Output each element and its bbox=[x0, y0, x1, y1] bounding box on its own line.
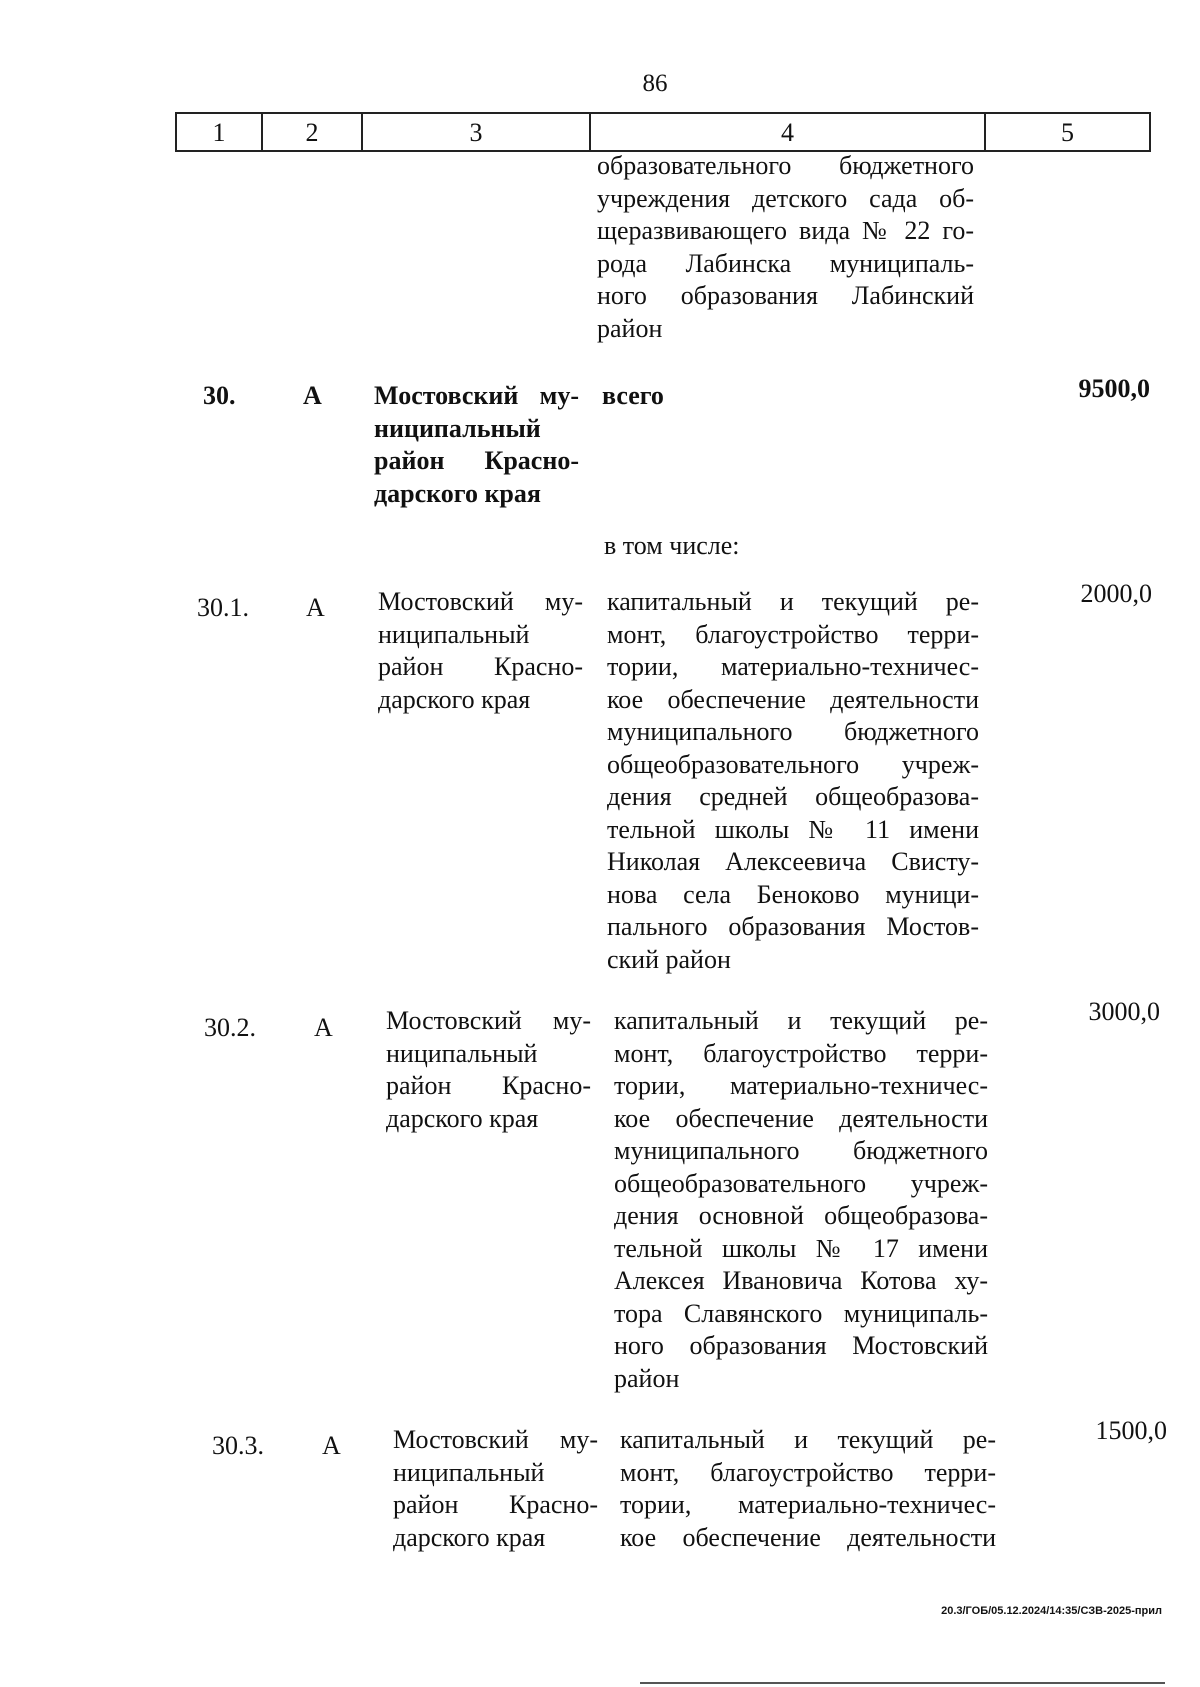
scan-edge-line bbox=[640, 1682, 1165, 1684]
text-line: тории, материально-техничес- bbox=[614, 1071, 988, 1100]
header-col-2: 2 bbox=[261, 112, 361, 152]
continuation-text bbox=[597, 150, 974, 345]
document-footer-code: 20.3/ГОБ/05.12.2024/14:35/СЗВ-2025-прил bbox=[941, 1605, 1162, 1617]
text-line: кое обеспечение деятельности bbox=[607, 684, 979, 714]
text-line: муниципального бюджетного bbox=[614, 1136, 988, 1165]
row-amount: 2000,0 bbox=[1080, 579, 1152, 608]
text-line: ниципальный bbox=[378, 619, 530, 649]
text-line: район Красно- bbox=[374, 446, 579, 475]
text-line: образовательного бюджетного bbox=[597, 151, 974, 180]
text-line: дарского края bbox=[386, 1103, 539, 1133]
text-line: общеобразовательного учреж- bbox=[614, 1168, 988, 1198]
row-30-name bbox=[374, 380, 579, 510]
text-line: ного образования Мостовский bbox=[614, 1331, 988, 1360]
text-line: Мостовский му- bbox=[393, 1425, 598, 1454]
text-line: кое обеспечение деятельности bbox=[614, 1103, 988, 1133]
row-number: 30.3. bbox=[212, 1431, 264, 1460]
text-line: Мостовский му- bbox=[386, 1006, 591, 1035]
text-line: муниципального бюджетного bbox=[607, 717, 979, 746]
text-line: ниципальный bbox=[386, 1038, 538, 1068]
row-description bbox=[607, 586, 979, 976]
text-line: дарского края bbox=[393, 1522, 546, 1552]
text-line: капитальный и текущий ре- bbox=[614, 1006, 988, 1035]
text-line: тельной школы № 11 имени bbox=[607, 814, 979, 844]
text-line: район Красно- bbox=[378, 652, 583, 681]
text-line: тора Славянского муниципаль- bbox=[614, 1298, 988, 1328]
text-line: ниципальный bbox=[393, 1457, 545, 1487]
text-line: район bbox=[614, 1363, 680, 1393]
row-amount: 3000,0 bbox=[1088, 997, 1160, 1026]
text-line: Мостовский му- bbox=[378, 587, 583, 616]
row-amount: 1500,0 bbox=[1095, 1416, 1167, 1445]
text-line: Мостовский му- bbox=[374, 381, 579, 410]
row-30-description: всего bbox=[602, 381, 664, 410]
header-col-5: 5 bbox=[984, 112, 1151, 152]
text-line: капитальный и текущий ре- bbox=[607, 587, 979, 616]
text-line: монт, благоустройство терри- bbox=[614, 1038, 988, 1068]
text-line: ного образования Лабинский bbox=[597, 281, 974, 310]
text-line: монт, благоустройство терри- bbox=[607, 619, 979, 649]
text-line: ниципальный bbox=[374, 413, 541, 443]
row-30-amount: 9500,0 bbox=[1078, 374, 1150, 403]
row-description bbox=[620, 1424, 996, 1554]
text-line: дения средней общеобразова- bbox=[607, 782, 979, 811]
header-col-3: 3 bbox=[361, 112, 589, 152]
row-30-number: 30. bbox=[203, 381, 236, 410]
text-line: рода Лабинска муниципаль- bbox=[597, 248, 974, 278]
row-name bbox=[393, 1424, 598, 1554]
text-line: капитальный и текущий ре- bbox=[620, 1425, 996, 1454]
text-line: тории, материально-техничес- bbox=[607, 652, 979, 681]
text-line: тельной школы № 17 имени bbox=[614, 1233, 988, 1263]
text-line: ский район bbox=[607, 944, 731, 974]
text-line: учреждения детского сада об- bbox=[597, 183, 974, 213]
text-line: пального образования Мостов- bbox=[607, 912, 979, 941]
row-letter: А bbox=[322, 1431, 341, 1460]
table-header bbox=[175, 112, 1151, 152]
page-number: 86 bbox=[642, 70, 668, 97]
text-line: район Красно- bbox=[393, 1490, 598, 1519]
row-letter: А bbox=[306, 593, 325, 622]
text-line: дения основной общеобразова- bbox=[614, 1201, 988, 1230]
text-line: район Красно- bbox=[386, 1071, 591, 1100]
text-line: Николая Алексеевича Свисту- bbox=[607, 847, 979, 876]
row-number: 30.1. bbox=[197, 593, 249, 622]
header-col-4: 4 bbox=[589, 112, 984, 152]
row-30-letter: А bbox=[303, 381, 322, 410]
text-line: Алексея Ивановича Котова ху- bbox=[614, 1266, 988, 1295]
row-name bbox=[378, 586, 583, 716]
text-line: район bbox=[597, 313, 663, 343]
text-line: нова села Беноково муници- bbox=[607, 879, 979, 909]
row-number: 30.2. bbox=[204, 1013, 256, 1042]
text-line: дарского края bbox=[378, 684, 531, 714]
text-line: монт, благоустройство терри- bbox=[620, 1457, 996, 1487]
row-name bbox=[386, 1005, 591, 1135]
text-line: щеразвивающего вида № 22 го- bbox=[597, 216, 974, 245]
including-label: в том числе: bbox=[604, 531, 740, 560]
row-description bbox=[614, 1005, 988, 1395]
text-line: кое обеспечение деятельности bbox=[620, 1522, 996, 1552]
header-col-1: 1 bbox=[175, 112, 261, 152]
text-line: общеобразовательного учреж- bbox=[607, 749, 979, 779]
row-letter: А bbox=[314, 1013, 333, 1042]
text-line: дарского края bbox=[374, 478, 541, 508]
text-line: тории, материально-техничес- bbox=[620, 1490, 996, 1519]
